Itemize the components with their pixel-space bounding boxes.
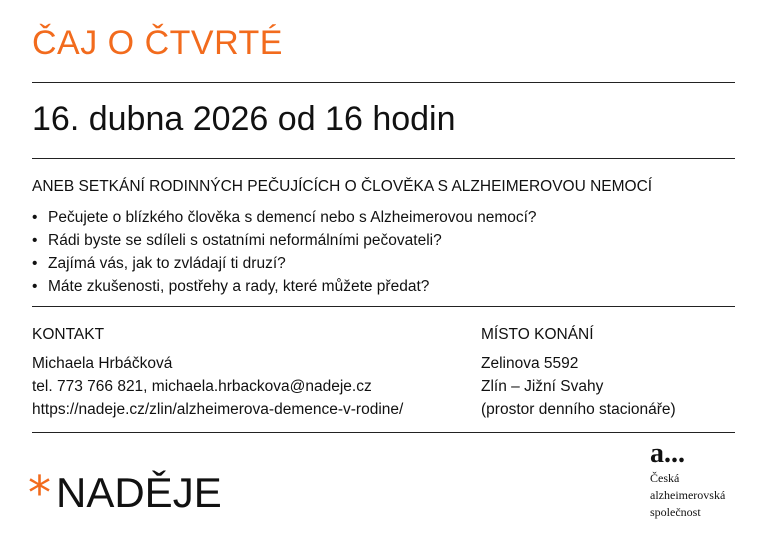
alzheimer-society-logo-mark: a... xyxy=(650,438,685,469)
divider xyxy=(32,158,735,159)
divider xyxy=(32,432,735,433)
divider xyxy=(32,306,735,307)
contact-phone-email: tel. 773 766 821, michaela.hrbackova@nadeje.cz xyxy=(32,378,372,395)
contact-section xyxy=(32,326,403,421)
contact-name: Michaela Hrbáčková xyxy=(32,355,173,372)
alzheimer-society-name-line: Česká xyxy=(650,471,680,485)
event-subtitle: ANEB SETKÁNÍ RODINNÝCH PEČUJÍCÍCH O ČLOVĚKA S ALZHEIMEROVOU NEMOCÍ xyxy=(32,178,653,195)
question-list xyxy=(32,206,537,298)
nadeje-asterisk-icon: * xyxy=(28,466,51,520)
list-item: • Máte zkušenosti, postřehy a rady, které můžete předat? xyxy=(32,275,537,298)
nadeje-logo: NADĚJE xyxy=(56,469,222,516)
venue-label: MÍSTO KONÁNÍ xyxy=(481,326,594,343)
event-title: ČAJ O ČTVRTÉ xyxy=(32,24,283,62)
list-item: • Rádi byste se sdíleli s ostatními neformálními pečovateli? xyxy=(32,229,537,252)
event-date: 16. dubna 2026 od 16 hodin xyxy=(32,100,456,138)
list-item: • Pečujete o blízkého člověka s demencí nebo s Alzheimerovou nemocí? xyxy=(32,206,537,229)
list-item: • Zajímá vás, jak to zvládají ti druzí? xyxy=(32,252,537,275)
venue-city: Zlín – Jižní Svahy xyxy=(481,378,604,395)
venue-section xyxy=(481,326,676,421)
divider xyxy=(32,82,735,83)
venue-street: Zelinova 5592 xyxy=(481,355,579,372)
alzheimer-society-name-line: společnost xyxy=(650,505,701,519)
venue-note: (prostor denního stacionáře) xyxy=(481,401,676,418)
contact-url: https://nadeje.cz/zlin/alzheimerova-demence-v-rodine/ xyxy=(32,401,404,418)
contact-label: KONTAKT xyxy=(32,326,105,343)
alzheimer-society-name-line: alzheimerovská xyxy=(650,488,726,502)
